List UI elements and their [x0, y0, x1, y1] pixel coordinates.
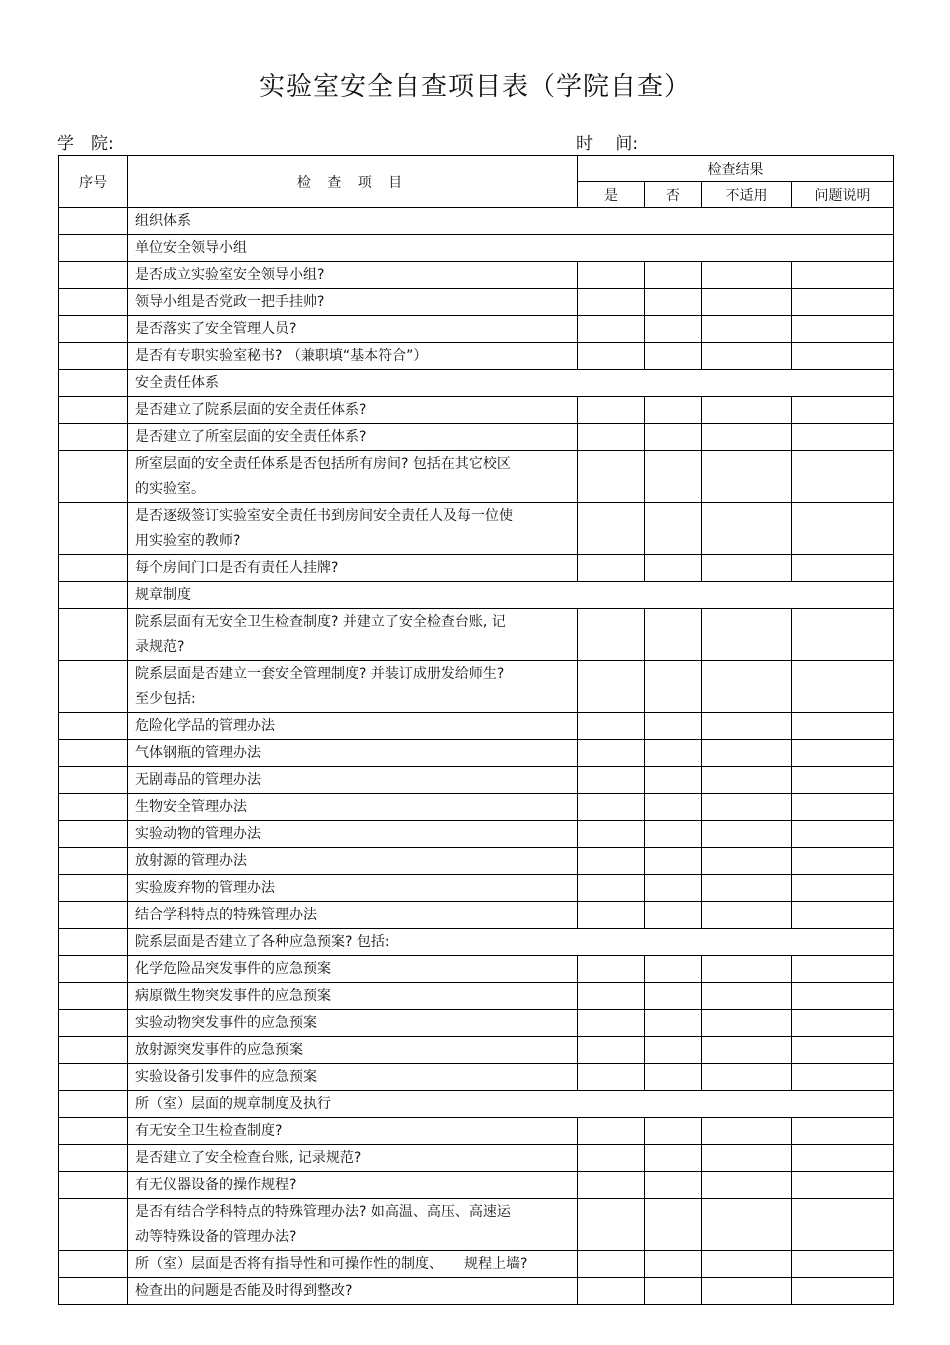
- table-row: [59, 343, 894, 370]
- result-na-cell[interactable]: [702, 1064, 792, 1091]
- result-no-cell[interactable]: [645, 1118, 702, 1145]
- row-index-cell: [59, 956, 128, 983]
- check-item: 生物安全管理办法: [128, 794, 578, 821]
- result-note-cell[interactable]: [792, 316, 894, 343]
- check-item: 所（室）层面是否将有指导性和可操作性的制度、 规程上墙?: [128, 1251, 578, 1278]
- result-na-cell[interactable]: [702, 609, 792, 661]
- result-note-cell[interactable]: [792, 555, 894, 582]
- result-note-cell[interactable]: [792, 609, 894, 661]
- result-note-cell[interactable]: [792, 794, 894, 821]
- section-heading: 安全责任体系: [128, 370, 894, 397]
- table-row: [59, 929, 894, 956]
- result-na-cell[interactable]: [702, 424, 792, 451]
- table-row: [59, 451, 894, 503]
- table-row: [59, 1064, 894, 1091]
- result-na-cell[interactable]: [702, 262, 792, 289]
- table-row: [59, 767, 894, 794]
- check-item: 是否逐级签订实验室安全责任书到房间安全责任人及每一位使用实验室的教师?: [128, 503, 578, 555]
- table-row: [59, 956, 894, 983]
- result-yes-cell[interactable]: [578, 1172, 645, 1199]
- result-note-cell[interactable]: [792, 661, 894, 713]
- result-no-cell[interactable]: [645, 262, 702, 289]
- result-na-cell[interactable]: [702, 503, 792, 555]
- result-yes-cell[interactable]: [578, 1118, 645, 1145]
- table-row: [59, 503, 894, 555]
- result-note-cell[interactable]: [792, 1278, 894, 1305]
- result-yes-cell[interactable]: [578, 1199, 645, 1251]
- row-index-cell: [59, 555, 128, 582]
- table-row: [59, 609, 894, 661]
- row-index-cell: [59, 503, 128, 555]
- result-na-cell[interactable]: [702, 343, 792, 370]
- row-index-cell: [59, 343, 128, 370]
- row-index-cell: [59, 235, 128, 262]
- result-yes-cell[interactable]: [578, 875, 645, 902]
- section-heading: 组织体系: [128, 208, 894, 235]
- result-na-cell[interactable]: [702, 661, 792, 713]
- row-index-cell: [59, 397, 128, 424]
- result-note-cell[interactable]: [792, 503, 894, 555]
- check-item: 病原微生物突发事件的应急预案: [128, 983, 578, 1010]
- result-no-cell[interactable]: [645, 503, 702, 555]
- row-index-cell: [59, 1037, 128, 1064]
- check-item: 是否建立了院系层面的安全责任体系?: [128, 397, 578, 424]
- result-no-cell[interactable]: [645, 451, 702, 503]
- result-yes-cell[interactable]: [578, 451, 645, 503]
- row-index-cell: [59, 370, 128, 397]
- result-na-cell[interactable]: [702, 902, 792, 929]
- result-no-cell[interactable]: [645, 767, 702, 794]
- result-no-cell[interactable]: [645, 343, 702, 370]
- section-heading: 规章制度: [128, 582, 894, 609]
- result-note-cell[interactable]: [792, 451, 894, 503]
- check-item: 危险化学品的管理办法: [128, 713, 578, 740]
- result-note-cell[interactable]: [792, 740, 894, 767]
- result-na-cell[interactable]: [702, 1172, 792, 1199]
- result-no-cell[interactable]: [645, 289, 702, 316]
- result-yes-cell[interactable]: [578, 1010, 645, 1037]
- result-na-cell[interactable]: [702, 1118, 792, 1145]
- table-row: [59, 1010, 894, 1037]
- result-yes-cell[interactable]: [578, 956, 645, 983]
- result-na-cell[interactable]: [702, 316, 792, 343]
- header-result: 检查结果: [578, 156, 894, 182]
- result-yes-cell[interactable]: [578, 848, 645, 875]
- table-row: [59, 262, 894, 289]
- result-note-cell[interactable]: [792, 289, 894, 316]
- result-yes-cell[interactable]: [578, 1064, 645, 1091]
- row-index-cell: [59, 609, 128, 661]
- table-row: [59, 555, 894, 582]
- check-item: 实验动物的管理办法: [128, 821, 578, 848]
- result-note-cell[interactable]: [792, 956, 894, 983]
- check-item: 是否建立了安全检查台账, 记录规范?: [128, 1145, 578, 1172]
- result-note-cell[interactable]: [792, 1199, 894, 1251]
- table-body: [59, 208, 894, 1305]
- header-index: 序号: [59, 156, 128, 208]
- section-heading: 单位安全领导小组: [128, 235, 894, 262]
- result-no-cell[interactable]: [645, 609, 702, 661]
- row-index-cell: [59, 821, 128, 848]
- row-index-cell: [59, 424, 128, 451]
- result-no-cell[interactable]: [645, 956, 702, 983]
- result-no-cell[interactable]: [645, 902, 702, 929]
- result-note-cell[interactable]: [792, 343, 894, 370]
- result-yes-cell[interactable]: [578, 424, 645, 451]
- table-row: [59, 208, 894, 235]
- result-yes-cell[interactable]: [578, 609, 645, 661]
- result-note-cell[interactable]: [792, 262, 894, 289]
- table-row: [59, 370, 894, 397]
- result-note-cell[interactable]: [792, 848, 894, 875]
- result-na-cell[interactable]: [702, 1145, 792, 1172]
- result-note-cell[interactable]: [792, 767, 894, 794]
- check-item: 检查出的问题是否能及时得到整改?: [128, 1278, 578, 1305]
- check-item: 放射源的管理办法: [128, 848, 578, 875]
- result-note-cell[interactable]: [792, 821, 894, 848]
- result-na-cell[interactable]: [702, 1199, 792, 1251]
- result-no-cell[interactable]: [645, 740, 702, 767]
- row-index-cell: [59, 1278, 128, 1305]
- table-row: [59, 875, 894, 902]
- check-item: 是否有专职实验室秘书? （兼职填“基本符合”）: [128, 343, 578, 370]
- table-row: [59, 235, 894, 262]
- result-na-cell[interactable]: [702, 289, 792, 316]
- result-yes-cell[interactable]: [578, 289, 645, 316]
- table-row: [59, 316, 894, 343]
- result-no-cell[interactable]: [645, 794, 702, 821]
- result-yes-cell[interactable]: [578, 397, 645, 424]
- check-item: 是否有结合学科特点的特殊管理办法? 如高温、高压、高速运动等特殊设备的管理办法?: [128, 1199, 578, 1251]
- check-item: 有无仪器设备的操作规程?: [128, 1172, 578, 1199]
- row-index-cell: [59, 740, 128, 767]
- result-no-cell[interactable]: [645, 316, 702, 343]
- result-na-cell[interactable]: [702, 821, 792, 848]
- result-note-cell[interactable]: [792, 1172, 894, 1199]
- result-yes-cell[interactable]: [578, 713, 645, 740]
- result-yes-cell[interactable]: [578, 661, 645, 713]
- check-item: 有无安全卫生检查制度?: [128, 1118, 578, 1145]
- result-no-cell[interactable]: [645, 1010, 702, 1037]
- result-na-cell[interactable]: [702, 1278, 792, 1305]
- result-yes-cell[interactable]: [578, 503, 645, 555]
- check-item: 是否成立实验室安全领导小组?: [128, 262, 578, 289]
- result-no-cell[interactable]: [645, 661, 702, 713]
- time-label: 时 间:: [576, 134, 639, 154]
- result-no-cell[interactable]: [645, 1172, 702, 1199]
- result-no-cell[interactable]: [645, 397, 702, 424]
- check-item: 化学危险品突发事件的应急预案: [128, 956, 578, 983]
- table-row: [59, 1172, 894, 1199]
- result-yes-cell[interactable]: [578, 262, 645, 289]
- row-index-cell: [59, 1064, 128, 1091]
- row-index-cell: [59, 794, 128, 821]
- table-row: [59, 1145, 894, 1172]
- row-index-cell: [59, 902, 128, 929]
- check-item: 无剧毒品的管理办法: [128, 767, 578, 794]
- row-index-cell: [59, 262, 128, 289]
- result-note-cell[interactable]: [792, 983, 894, 1010]
- row-index-cell: [59, 661, 128, 713]
- result-yes-cell[interactable]: [578, 1037, 645, 1064]
- result-na-cell[interactable]: [702, 555, 792, 582]
- result-yes-cell[interactable]: [578, 767, 645, 794]
- section-heading: 院系层面是否建立了各种应急预案? 包括:: [128, 929, 894, 956]
- result-no-cell[interactable]: [645, 983, 702, 1010]
- table-row: [59, 740, 894, 767]
- row-index-cell: [59, 1251, 128, 1278]
- row-index-cell: [59, 1145, 128, 1172]
- table-row: [59, 1118, 894, 1145]
- row-index-cell: [59, 582, 128, 609]
- result-yes-cell[interactable]: [578, 740, 645, 767]
- result-no-cell[interactable]: [645, 424, 702, 451]
- checklist-table: [58, 155, 894, 1305]
- table-row: [59, 821, 894, 848]
- check-item: 每个房间门口是否有责任人挂牌?: [128, 555, 578, 582]
- header-na: 不适用: [702, 182, 792, 208]
- result-yes-cell[interactable]: [578, 343, 645, 370]
- result-no-cell[interactable]: [645, 555, 702, 582]
- result-no-cell[interactable]: [645, 1278, 702, 1305]
- row-index-cell: [59, 451, 128, 503]
- result-no-cell[interactable]: [645, 713, 702, 740]
- result-na-cell[interactable]: [702, 848, 792, 875]
- check-item: 是否建立了所室层面的安全责任体系?: [128, 424, 578, 451]
- table-row: [59, 983, 894, 1010]
- table-row: [59, 713, 894, 740]
- result-na-cell[interactable]: [702, 1251, 792, 1278]
- result-yes-cell[interactable]: [578, 555, 645, 582]
- result-yes-cell[interactable]: [578, 902, 645, 929]
- result-no-cell[interactable]: [645, 1064, 702, 1091]
- table-row: [59, 1199, 894, 1251]
- result-note-cell[interactable]: [792, 902, 894, 929]
- result-note-cell[interactable]: [792, 1010, 894, 1037]
- result-note-cell[interactable]: [792, 875, 894, 902]
- header-yes: 是: [578, 182, 645, 208]
- result-na-cell[interactable]: [702, 794, 792, 821]
- check-item: 院系层面有无安全卫生检查制度? 并建立了安全检查台账, 记录规范?: [128, 609, 578, 661]
- check-item: 领导小组是否党政一把手挂帅?: [128, 289, 578, 316]
- check-item: 实验废弃物的管理办法: [128, 875, 578, 902]
- result-na-cell[interactable]: [702, 875, 792, 902]
- result-na-cell[interactable]: [702, 1010, 792, 1037]
- row-index-cell: [59, 1091, 128, 1118]
- result-no-cell[interactable]: [645, 821, 702, 848]
- result-na-cell[interactable]: [702, 397, 792, 424]
- row-index-cell: [59, 1172, 128, 1199]
- table-row: [59, 661, 894, 713]
- result-yes-cell[interactable]: [578, 1278, 645, 1305]
- check-item: 实验动物突发事件的应急预案: [128, 1010, 578, 1037]
- row-index-cell: [59, 289, 128, 316]
- table-row: [59, 289, 894, 316]
- table-row: [59, 1278, 894, 1305]
- result-note-cell[interactable]: [792, 1251, 894, 1278]
- result-no-cell[interactable]: [645, 1251, 702, 1278]
- row-index-cell: [59, 208, 128, 235]
- result-no-cell[interactable]: [645, 848, 702, 875]
- document-title: 实验室安全自查项目表（学院自查）: [258, 72, 691, 102]
- result-yes-cell[interactable]: [578, 794, 645, 821]
- table-row: [59, 848, 894, 875]
- table-row: [59, 794, 894, 821]
- check-item: 是否落实了安全管理人员?: [128, 316, 578, 343]
- row-index-cell: [59, 1118, 128, 1145]
- college-label: 学 院:: [57, 134, 114, 154]
- header-item: 检 查 项 目: [128, 156, 578, 208]
- section-heading: 所（室）层面的规章制度及执行: [128, 1091, 894, 1118]
- check-item: 所室层面的安全责任体系是否包括所有房间? 包括在其它校区的实验室。: [128, 451, 578, 503]
- row-index-cell: [59, 767, 128, 794]
- result-note-cell[interactable]: [792, 1118, 894, 1145]
- result-note-cell[interactable]: [792, 713, 894, 740]
- table-row: [59, 1251, 894, 1278]
- result-yes-cell[interactable]: [578, 821, 645, 848]
- check-item: 放射源突发事件的应急预案: [128, 1037, 578, 1064]
- result-note-cell[interactable]: [792, 424, 894, 451]
- check-item: 结合学科特点的特殊管理办法: [128, 902, 578, 929]
- check-item: 实验设备引发事件的应急预案: [128, 1064, 578, 1091]
- row-index-cell: [59, 1199, 128, 1251]
- table-row: [59, 582, 894, 609]
- result-na-cell[interactable]: [702, 983, 792, 1010]
- row-index-cell: [59, 929, 128, 956]
- result-yes-cell[interactable]: [578, 1145, 645, 1172]
- row-index-cell: [59, 713, 128, 740]
- table-row: [59, 1037, 894, 1064]
- result-na-cell[interactable]: [702, 713, 792, 740]
- row-index-cell: [59, 983, 128, 1010]
- table-row: [59, 902, 894, 929]
- result-yes-cell[interactable]: [578, 316, 645, 343]
- check-item: 气体钢瓶的管理办法: [128, 740, 578, 767]
- result-yes-cell[interactable]: [578, 983, 645, 1010]
- header-note: 问题说明: [792, 182, 894, 208]
- result-no-cell[interactable]: [645, 1037, 702, 1064]
- row-index-cell: [59, 875, 128, 902]
- header-no: 否: [645, 182, 702, 208]
- row-index-cell: [59, 316, 128, 343]
- row-index-cell: [59, 848, 128, 875]
- result-na-cell[interactable]: [702, 767, 792, 794]
- table-row: [59, 397, 894, 424]
- result-na-cell[interactable]: [702, 740, 792, 767]
- result-yes-cell[interactable]: [578, 1251, 645, 1278]
- result-na-cell[interactable]: [702, 451, 792, 503]
- result-note-cell[interactable]: [792, 397, 894, 424]
- check-item: 院系层面是否建立一套安全管理制度? 并装订成册发给师生? 至少包括:: [128, 661, 578, 713]
- result-no-cell[interactable]: [645, 1145, 702, 1172]
- table-row: [59, 424, 894, 451]
- result-note-cell[interactable]: [792, 1145, 894, 1172]
- result-na-cell[interactable]: [702, 956, 792, 983]
- result-no-cell[interactable]: [645, 875, 702, 902]
- result-no-cell[interactable]: [645, 1199, 702, 1251]
- row-index-cell: [59, 1010, 128, 1037]
- result-na-cell[interactable]: [702, 1037, 792, 1064]
- table-row: [59, 1091, 894, 1118]
- result-note-cell[interactable]: [792, 1064, 894, 1091]
- result-note-cell[interactable]: [792, 1037, 894, 1064]
